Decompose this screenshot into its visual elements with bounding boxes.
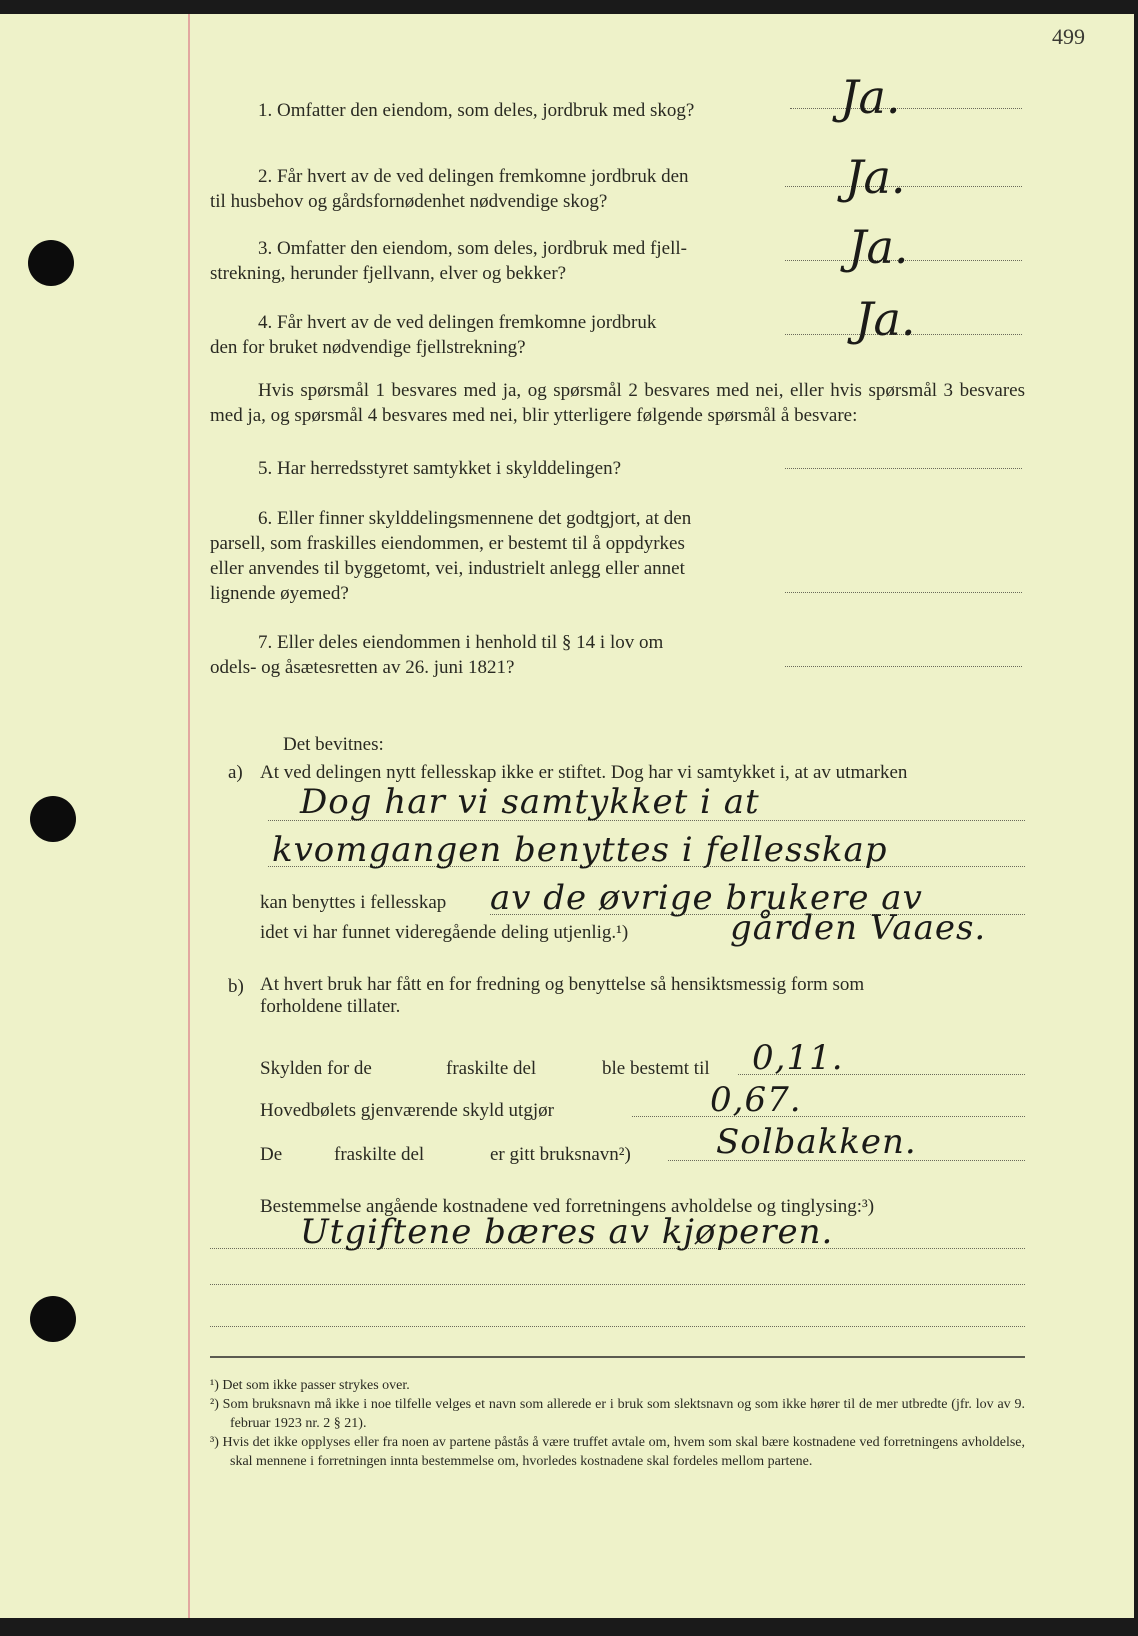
answer-line	[785, 468, 1022, 469]
skyld-label-3: ble bestemt til	[602, 1058, 710, 1079]
punch-hole	[28, 240, 74, 286]
question-6-line4: lignende øyemed?	[210, 583, 349, 604]
section-b-label: b)	[228, 976, 244, 997]
bestemmelse-label: Bestemmelse angående kostnadene ved forretningens avholdelse og tinglysing:³)	[260, 1196, 875, 1217]
handwritten-a-line1: Dog har vi samtykket i at	[300, 782, 760, 822]
footnote-3: ³) Hvis det ikke opplyses eller fra noen av partene påstås å være truffet avtale om, hvem som skal bære kostnadene ved forretningens avholdelse, skal mennene i forretningen innta bestemmelse om, hvorledes kostnadene skal fordeles mellom partene.	[210, 1435, 1025, 1469]
question-1-line1: 1. Omfatter den eiendom, som deles, jordbruk med skog?	[258, 100, 695, 121]
question-2-line1: 2. Får hvert av de ved delingen fremkomne jordbruk den	[258, 166, 689, 187]
section-b-line1: At hvert bruk har fått en for fredning og benyttelse så hensiktsmessig form som	[260, 974, 865, 995]
margin-line	[188, 14, 190, 1618]
question-7-line1: 7. Eller deles eiendommen i henhold til § 14 i lov om	[258, 632, 664, 653]
question-3-line2: strekning, herunder fjellvann, elver og bekker?	[210, 263, 567, 284]
document-page	[0, 14, 1134, 1618]
question-4-line1: 4. Får hvert av de ved delingen fremkomne jordbruk	[258, 312, 657, 333]
question-6	[210, 506, 785, 606]
condition-paragraph: Hvis spørsmål 1 besvares med ja, og spørsmål 2 besvares med nei, eller hvis spørsmål 3 besvares med ja, og spørsmål 4 besvares med nei, blir ytterligere følgende spørsmål å besvare:	[210, 380, 1025, 426]
question-2-line2: til husbehov og gårdsfornødenhet nødvendige skog?	[210, 191, 608, 212]
bestemmelse-value: Utgiftene bæres av kjøperen.	[300, 1212, 834, 1252]
question-3	[210, 236, 785, 286]
answer-2: Ja.	[845, 150, 906, 204]
answer-3: Ja.	[848, 220, 909, 274]
hovedbol-label: Hovedbølets gjenværende skyld utgjør	[260, 1100, 554, 1121]
skyld-value: 0,11.	[752, 1038, 844, 1078]
question-6-line3: eller anvendes til byggetomt, vei, industrielt anlegg eller annet	[210, 558, 685, 579]
handwritten-a-line4: gården Vaaes.	[730, 908, 987, 948]
answer-line	[785, 592, 1022, 593]
answer-line	[790, 108, 1022, 109]
question-6-line1: 6. Eller finner skylddelingsmennene det godtgjort, at den	[258, 508, 692, 529]
bruksnavn-label-3: er gitt bruksnavn²)	[490, 1144, 631, 1165]
question-3-line1: 3. Omfatter den eiendom, som deles, jordbruk med fjell-	[258, 238, 687, 259]
question-4	[210, 310, 785, 360]
section-b-line2: forholdene tillater.	[260, 996, 401, 1017]
question-7	[210, 630, 785, 680]
section-a-label: a)	[228, 762, 243, 783]
section-a-print4: idet vi har funnet videregående deling utjenlig.¹)	[260, 922, 629, 943]
section-b-text	[260, 974, 1025, 1018]
question-7-line2: odels- og åsætesretten av 26. juni 1821?	[210, 657, 515, 678]
question-4-line2: den for bruket nødvendige fjellstrekning?	[210, 337, 526, 358]
footnote-2: ²) Som bruksnavn må ikke i noe tilfelle velges et navn som allerede er i bruk som slektsnavn og som ikke hører til de mer utbredte (jfr. lov av 9. februar 1923 nr. 2 § 21).	[210, 1397, 1025, 1431]
blank-line	[210, 1284, 1025, 1285]
section-a-print3: kan benyttes i fellesskap	[260, 892, 447, 913]
bruksnavn-label-2: fraskilte del	[334, 1144, 425, 1165]
handwritten-a-line2: kvomgangen benyttes i fellesskap	[272, 830, 888, 870]
handwritten-a-line3: av de øvrige brukere av	[490, 878, 923, 918]
page-number: 499	[1052, 24, 1085, 49]
section-a-line: At ved delingen nytt fellesskap ikke er stiftet. Dog har vi samtykket i, at av utmarken	[260, 762, 908, 783]
question-1	[210, 98, 790, 123]
answer-4: Ja.	[855, 292, 916, 346]
question-6-line2: parsell, som fraskilles eiendommen, er bestemt til å oppdyrkes	[210, 533, 685, 554]
hovedbol-value: 0,67.	[710, 1080, 802, 1120]
skyld-label-2: fraskilte del	[446, 1058, 537, 1079]
skyld-label-1: Skylden for de	[260, 1058, 372, 1079]
punch-hole	[30, 1296, 76, 1342]
bruksnavn-label-1: De	[260, 1144, 283, 1165]
blank-line	[210, 1326, 1025, 1327]
question-2	[210, 164, 785, 214]
footnotes	[210, 1376, 1025, 1471]
bruksnavn-value: Solbakken.	[716, 1122, 917, 1162]
footnote-rule	[210, 1356, 1025, 1358]
footnote-1: ¹) Det som ikke passer strykes over.	[210, 1378, 410, 1393]
value-line	[632, 1116, 1025, 1117]
question-5: 5. Har herredsstyret samtykket i skylddelingen?	[258, 458, 622, 479]
punch-hole	[30, 796, 76, 842]
answer-1: Ja.	[840, 70, 901, 124]
answer-line	[785, 666, 1022, 667]
bevitnes-heading: Det bevitnes:	[283, 734, 384, 755]
